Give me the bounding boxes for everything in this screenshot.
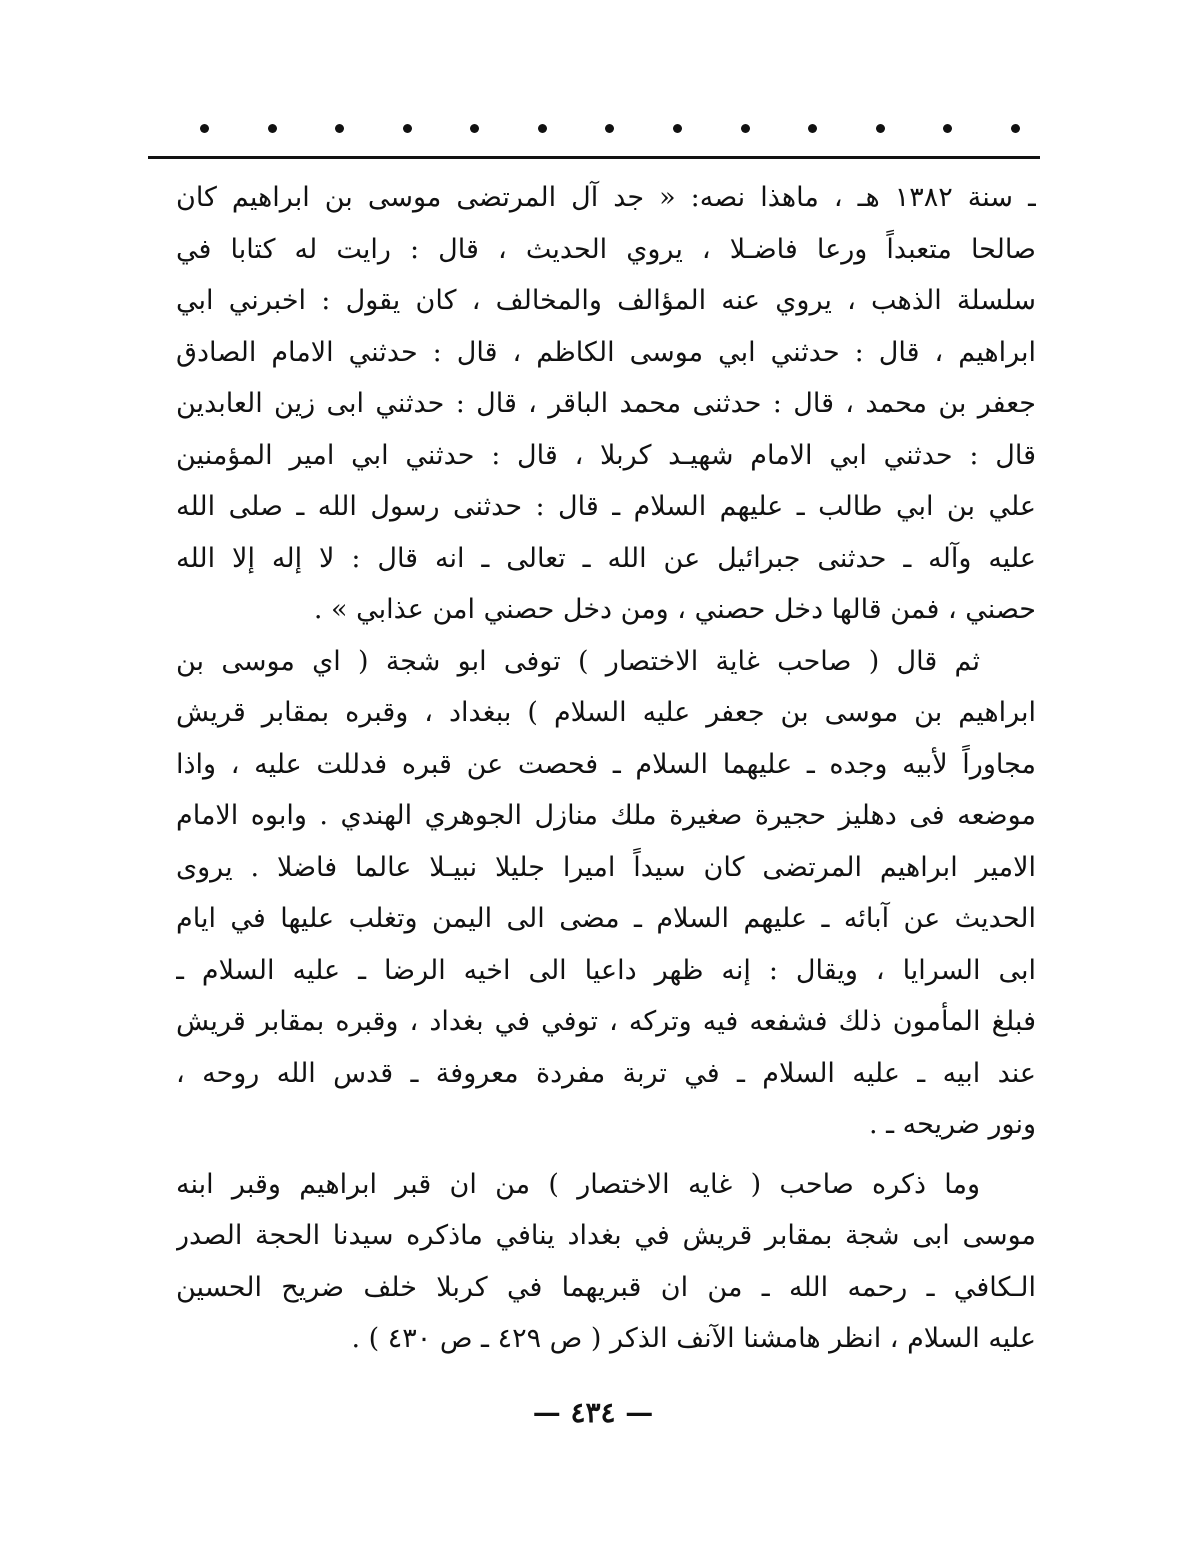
text-line: سلسلة الذهب ، يروي عنه المؤالف والمخالف ، كان يقول : اخبرني ابي	[176, 285, 1036, 316]
paragraph-3	[176, 1159, 1036, 1365]
ornament-dot	[673, 124, 682, 133]
text-line: الحديث عن آبائه ـ عليهم السلام ـ مضى الى اليمن وتغلب عليها في ايام	[176, 903, 1036, 934]
paragraph-1	[176, 172, 1036, 636]
text-line: ابراهيم ، قال : حدثني ابي موسى الكاظم ، قال : حدثني الامام الصادق	[176, 336, 1036, 368]
text-line: مجاوراً لأبيه وجده ـ عليهما السلام ـ فحصت عن قبره فدللت عليه ، واذا	[176, 748, 1036, 780]
ornament-dot	[1011, 124, 1020, 133]
text-line: عليه السلام ، انظر هامشنا الآنف الذكر ( ص ٤٢٩ ـ ص ٤٣٠ ) .	[351, 1323, 1036, 1354]
text-line: موضعه فى دهليز حجيرة صغيرة ملك منازل الجوهري الهندي . وابوه الامام	[176, 800, 1036, 831]
text-line: الامير ابراهيم المرتضى كان سيداً اميرا جليلا نبيـلا عالما فاضلا . يروى	[176, 851, 1036, 883]
paragraph-gap	[176, 1151, 1036, 1159]
ornament-dot	[741, 124, 750, 133]
text-line: ابى السرايا ، ويقال : إنه ظهر داعيا الى اخيه الرضا ـ عليه السلام ـ	[176, 954, 1036, 986]
page-number: — ٤٣٤ —	[532, 1396, 654, 1429]
text-line: حصني ، فمن قالها دخل حصني ، ومن دخل حصني امن عذابي » .	[313, 594, 1036, 625]
ornament-dot	[538, 124, 547, 133]
text-line: فبلغ المأمون ذلك فشفعه فيه وتركه ، توفي في بغداد ، وقبره بمقابر قريش	[176, 1006, 1036, 1037]
header-rule	[148, 156, 1040, 159]
ornament-dot	[808, 124, 817, 133]
ornament-dot	[335, 124, 344, 133]
ornament-dot	[403, 124, 412, 133]
text-line: ابراهيم بن موسى بن جعفر عليه السلام ) ببغداد ، وقبره بمقابر قريش	[176, 697, 1036, 728]
text-line: جعفر بن محمد ، قال : حدثنى محمد الباقر ، قال : حدثني ابى زين العابدين	[176, 388, 1036, 419]
text-line: صالحا متعبداً ورعا فاضـلا ، يروي الحديث ، قال : رايت له كتابا في	[176, 233, 1036, 265]
text-line: قال : حدثني ابي الامام شهيـد كربلا ، قال : حدثني ابي امير المؤمنين	[176, 439, 1036, 471]
body-text	[176, 172, 1036, 1365]
text-line: ونور ضريحه ـ .	[868, 1109, 1036, 1140]
text-line: الـكافي ـ رحمه الله ـ من ان قبريهما في كربلا خلف ضريح الحسين	[176, 1271, 1036, 1303]
text-line: ـ سنة ١٣٨٢ هـ ، ماهذا نصه: « جد آل المرتضى موسى بن ابراهيم كان	[176, 182, 1036, 213]
text-line: ثم قال ( صاحب غاية الاختصار ) توفى ابو شجة ( اي موسى بن	[176, 645, 980, 677]
ornament-dot	[876, 124, 885, 133]
text-line: علي بن ابي طالب ـ عليهم السلام ـ قال : حدثنى رسول الله ـ صلى الله	[176, 491, 1036, 522]
header-dots-ornament	[200, 118, 1020, 138]
ornament-dot	[268, 124, 277, 133]
text-line: عند ابيه ـ عليه السلام ـ في تربة مفردة معروفة ـ قدس الله روحه ،	[176, 1057, 1036, 1089]
ornament-dot	[943, 124, 952, 133]
text-line: وما ذكره صاحب ( غايه الاختصار ) من ان قبر ابراهيم وقبر ابنه	[176, 1168, 980, 1200]
ornament-dot	[200, 124, 209, 133]
ornament-dot	[470, 124, 479, 133]
ornament-dot	[605, 124, 614, 133]
text-line: موسى ابى شجة بمقابر قريش في بغداد ينافي ماذكره سيدنا الحجة الصدر	[176, 1220, 1036, 1251]
paragraph-2	[176, 636, 1036, 1151]
text-line: عليه وآله ـ حدثنى جبرائيل عن الله ـ تعالى ـ انه قال : لا إله إلا الله	[176, 542, 1036, 574]
